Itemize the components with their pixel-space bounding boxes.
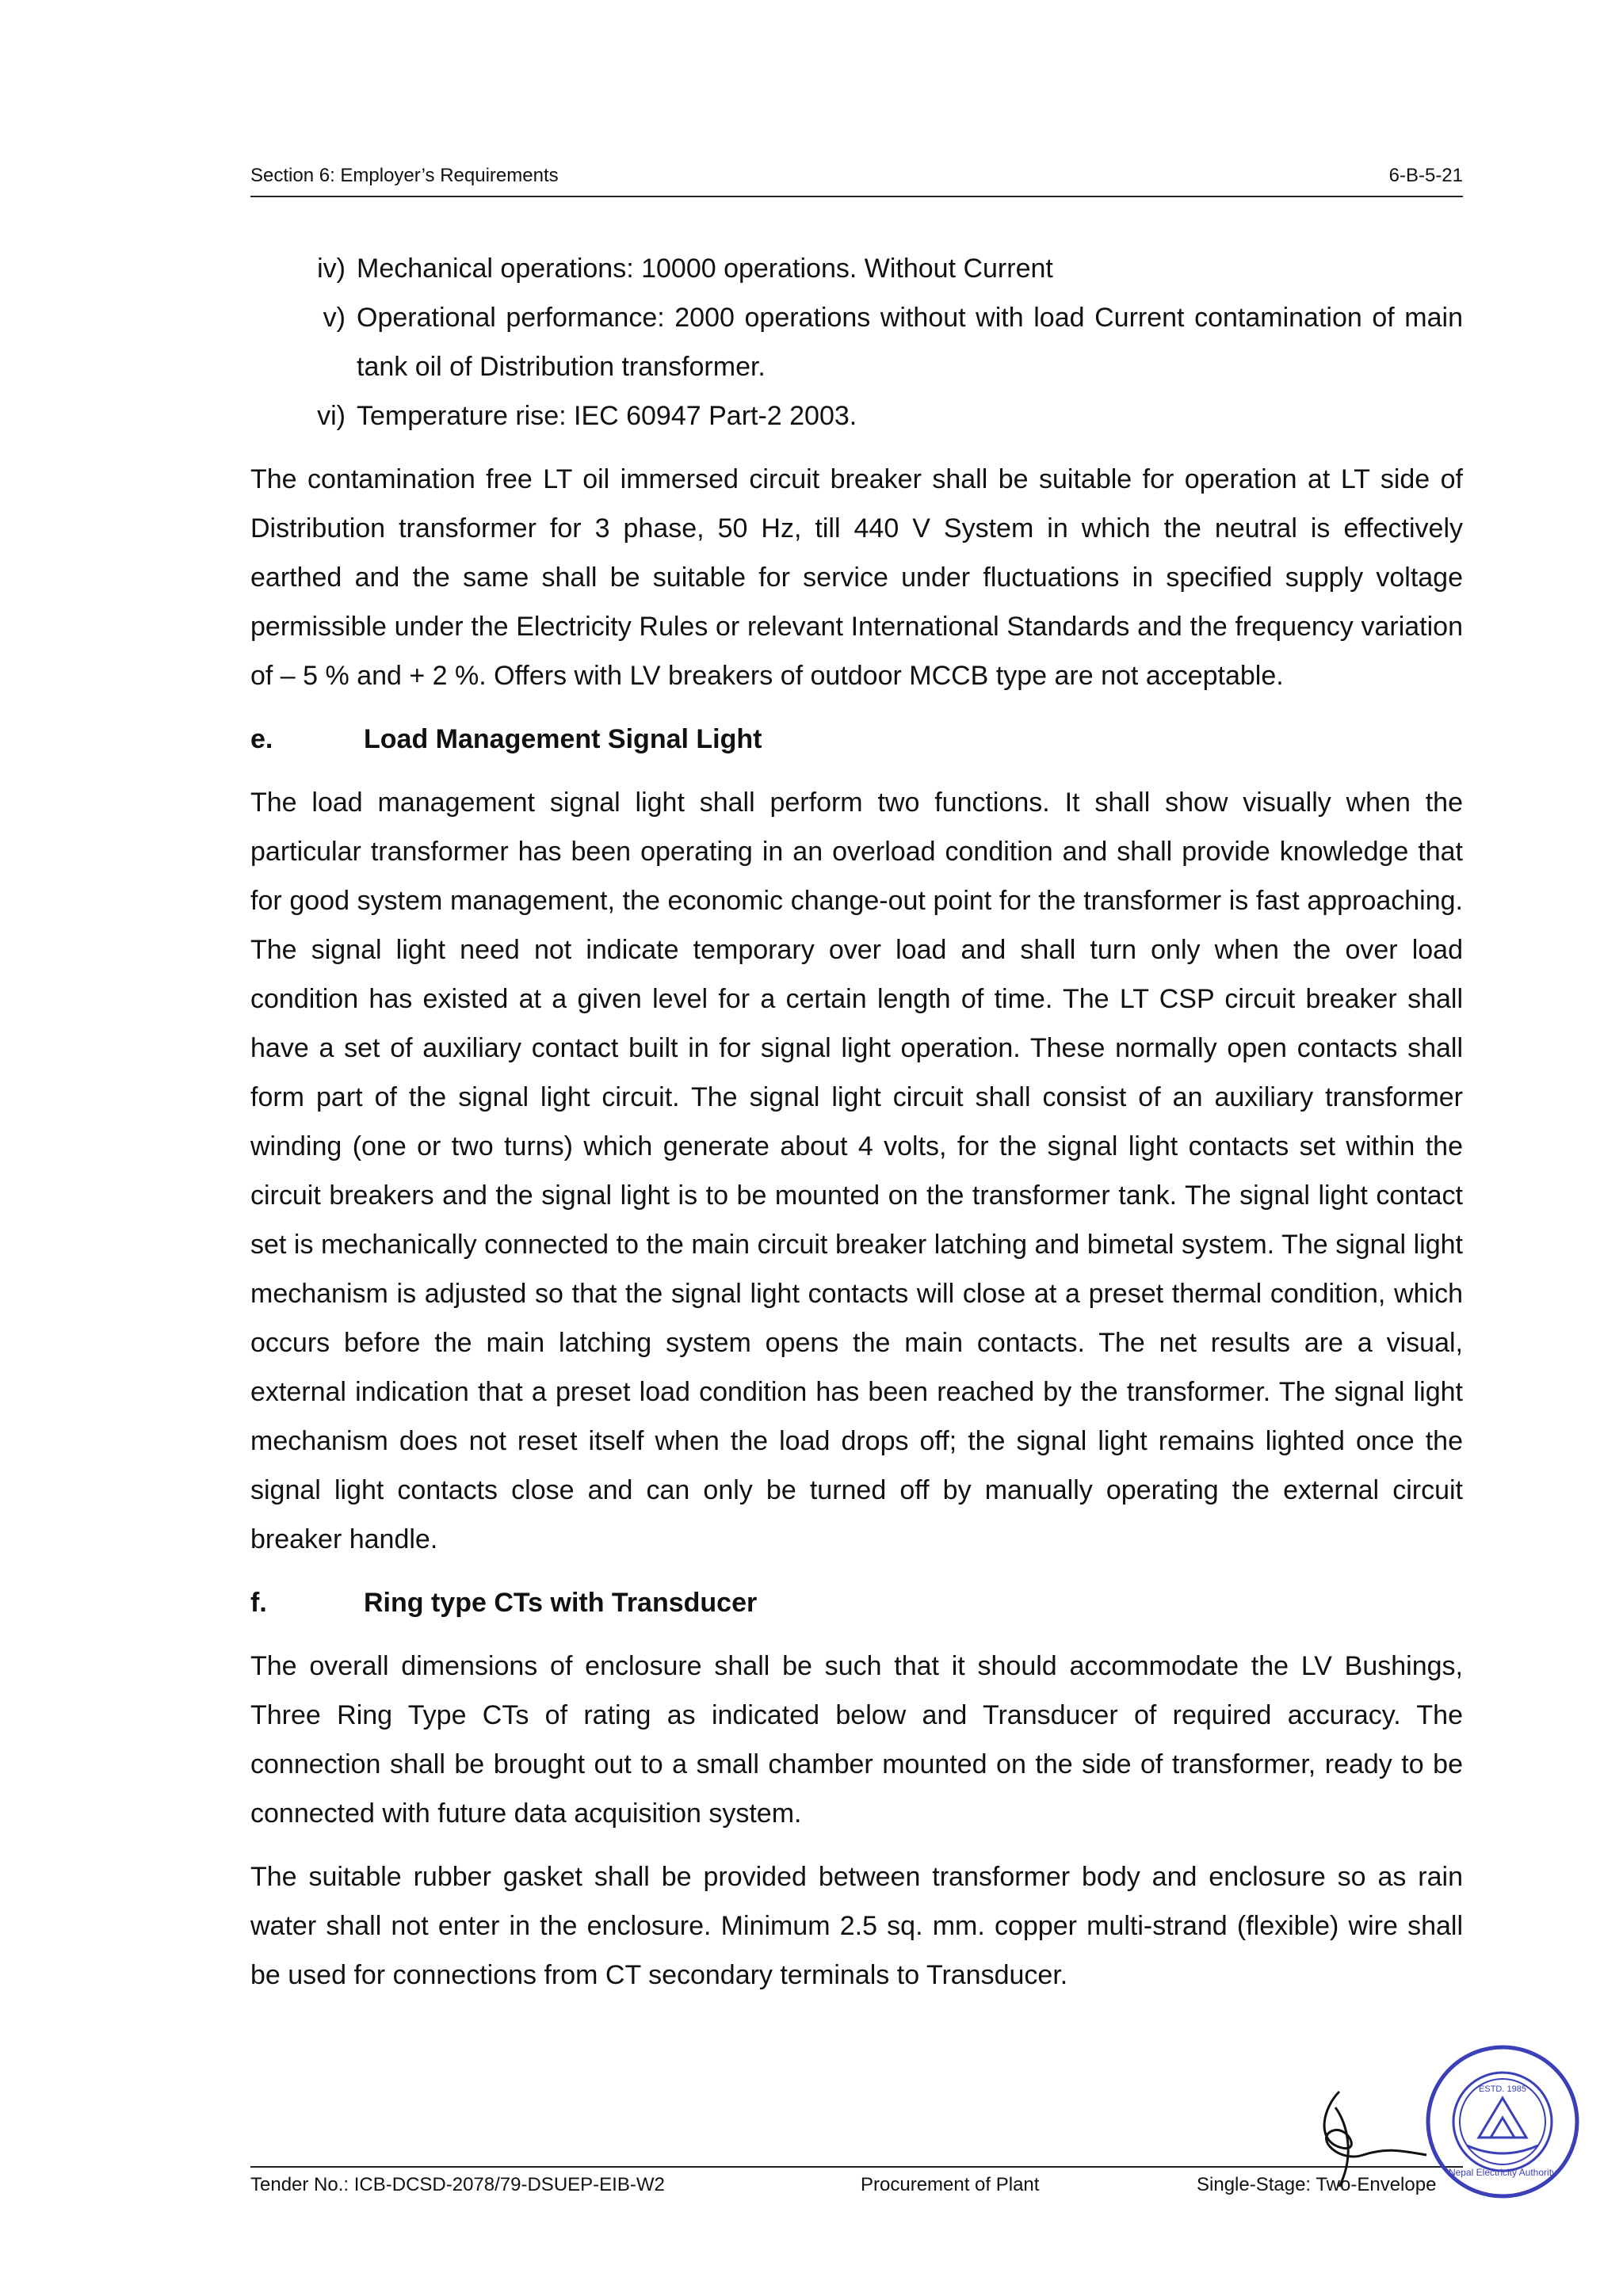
document-body: [250, 244, 1463, 2014]
seal-estd: ESTD. 1985: [1479, 2084, 1526, 2094]
section-f-title: Ring type CTs with Transducer: [364, 1588, 758, 1618]
list-item-text: Operational performance: 2000 operations without with load Current contamination of main tank oil of Distribution transformer.: [357, 303, 1463, 382]
paragraph-enclosure: The overall dimensions of enclosure shall be such that it should accommodate the LV Bushings, Three Ring Type CTs of rating as indicated below and Transducer of required accuracy. The connection shall be brought out to a small chamber mounted on the side of transformer, ready to be connected with future data acquisition system.: [250, 1651, 1463, 1829]
header-page-number: 6-B-5-21: [1388, 165, 1463, 186]
section-e-title: Load Management Signal Light: [364, 724, 762, 754]
seal-text: Nepal Electricity Authority: [1448, 2167, 1557, 2178]
section-e-number: e.: [250, 724, 273, 754]
list-item-text: Temperature rise: IEC 60947 Part-2 2003.: [357, 401, 857, 431]
authority-seal-icon: [1423, 2042, 1582, 2201]
header-rule: [250, 196, 1463, 197]
footer-rule: [250, 2166, 1463, 2168]
list-item-number: iv): [317, 254, 346, 284]
paragraph-circuit-breaker: The contamination free LT oil immersed circuit breaker shall be suitable for operation at LT side of Distribution transformer for 3 phase, 50 Hz, till 440 V System in which the neutral is effectively earthed and the same shall be suitable for service under fluctuations in specified supply voltage permissible under the Electricity Rules or relevant International Standards and the frequency variation of – 5 % and + 2 %. Offers with LV breakers of outdoor MCCB type are not acceptable.: [250, 464, 1463, 691]
section-f-heading: [250, 1578, 1463, 1627]
specification-list: [250, 244, 1463, 441]
list-item-text: Mechanical operations: 10000 operations. Without Current: [357, 254, 1053, 284]
list-item-number: vi): [317, 401, 346, 431]
paragraph-signal-light: The load management signal light shall perform two functions. It shall show visually when the particular transformer has been operating in an overload condition and shall provide knowledge that for good system management, the economic change-out point for the transformer is fast approaching. The signal light need not indicate temporary over load and shall turn only when the over load condition has existed at a given level for a certain length of time. The LT CSP circuit breaker shall have a set of auxiliary contact built in for signal light operation. These normally open contacts shall form part of the signal light circuit. The signal light circuit shall consist of an auxiliary transformer winding (one or two turns) which generate about 4 volts, for the signal light contacts set within the circuit breakers and the signal light is to be mounted on the transformer tank. The signal light contact set is mechanically connected to the main circuit breaker latching and bimetal system. The signal light mechanism is adjusted so that the signal light contacts will close at a preset thermal condition, which occurs before the main latching system opens the main contacts. The net results are a visual, external indication that a preset load condition has been reached by the transformer. The signal light mechanism does not reset itself when the load drops off; the signal light remains lighted once the signal light contacts close and can only be turned off by manually operating the external circuit breaker handle.: [250, 788, 1463, 1554]
list-item-number: v): [323, 303, 346, 333]
footer-stage: Single-Stage: Two-Envelope: [1197, 2174, 1437, 2195]
list-item: [250, 244, 1463, 293]
list-item: [250, 391, 1463, 441]
footer-procurement: Procurement of Plant: [861, 2174, 1040, 2195]
list-item: [250, 293, 1463, 391]
header-section-title: Section 6: Employer’s Requirements: [250, 165, 559, 186]
paragraph-gasket: The suitable rubber gasket shall be provided between transformer body and enclosure so as rain water shall not enter in the enclosure. Minimum 2.5 sq. mm. copper multi-strand (flexible) wire shall be used for connections from CT secondary terminals to Transducer.: [250, 1862, 1463, 1990]
running-header: [250, 165, 1463, 187]
section-f-number: f.: [250, 1588, 267, 1618]
footer-tender-number: Tender No.: ICB-DCSD-2078/79-DSUEP-EIB-W2: [250, 2174, 665, 2195]
section-e-heading: [250, 715, 1463, 764]
